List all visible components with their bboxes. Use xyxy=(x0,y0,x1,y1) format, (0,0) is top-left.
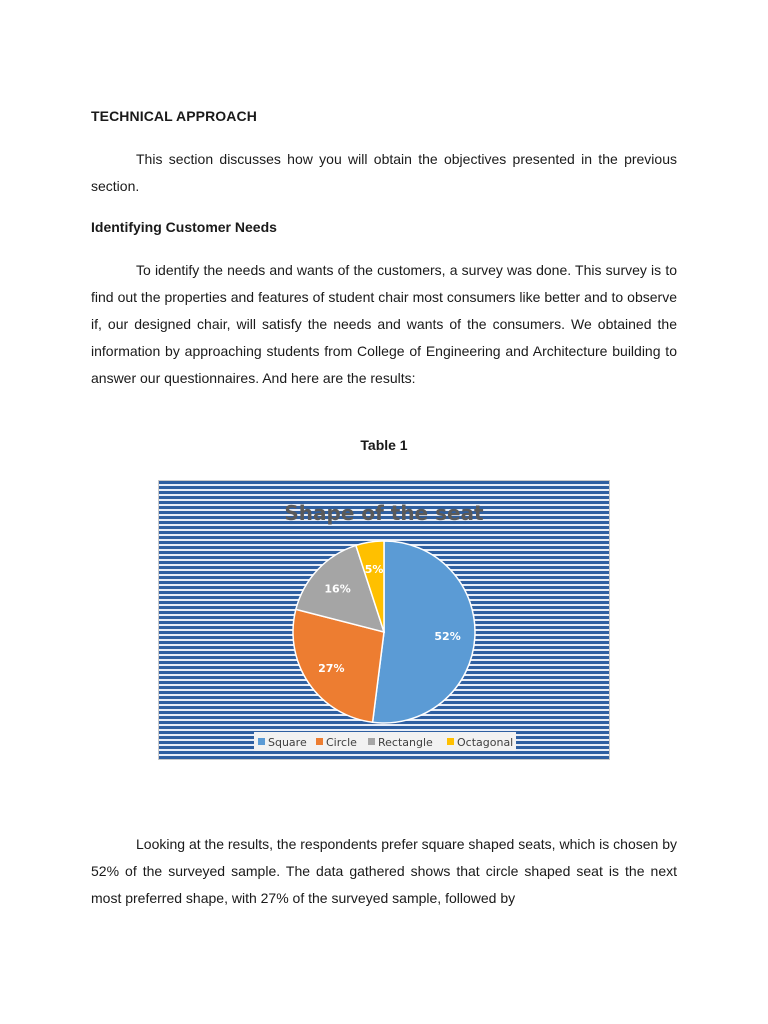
section-heading: TECHNICAL APPROACH xyxy=(91,108,257,124)
subsection-heading: Identifying Customer Needs xyxy=(91,219,277,235)
legend-swatch-square xyxy=(258,738,265,745)
legend-swatch-octagonal xyxy=(447,738,454,745)
legend-label-octagonal: Octagonal xyxy=(457,736,514,749)
legend-label-rectangle: Rectangle xyxy=(378,736,433,749)
slice-label-octagonal: 5% xyxy=(364,563,384,577)
survey-paragraph: To identify the needs and wants of the customers, a survey was done. This survey is to find out the properties and features of student chair most consumers like better and to observe if, our designed chair, will satisfy the needs and wants of the consumers. We obtained the information by approaching students from College of Engineering and Architecture building to answer our questionnaires. And here are the results: xyxy=(91,262,677,386)
chart-title: Shape of the seat xyxy=(284,501,484,525)
slice-label-square: 52% xyxy=(434,629,461,643)
slice-label-rectangle: 16% xyxy=(324,582,351,596)
chart-legend xyxy=(254,732,516,751)
legend-label-square: Square xyxy=(268,736,307,749)
intro-paragraph: This section discusses how you will obtain the objectives presented in the previous section. xyxy=(91,151,677,194)
legend-swatch-circle xyxy=(316,738,323,745)
legend-swatch-rectangle xyxy=(368,738,375,745)
slice-label-circle: 27% xyxy=(318,661,345,675)
pie-chart xyxy=(158,480,610,760)
table-caption: Table 1 xyxy=(360,437,408,453)
pie-chart-svg xyxy=(159,481,611,761)
legend-label-circle: Circle xyxy=(326,736,357,749)
results-paragraph: Looking at the results, the respondents prefer square shaped seats, which is chosen by 52% of the surveyed sample. The data gathered shows that circle shaped seat is the next most preferred shape, with 27% of the surveyed sample, followed by xyxy=(91,836,677,906)
